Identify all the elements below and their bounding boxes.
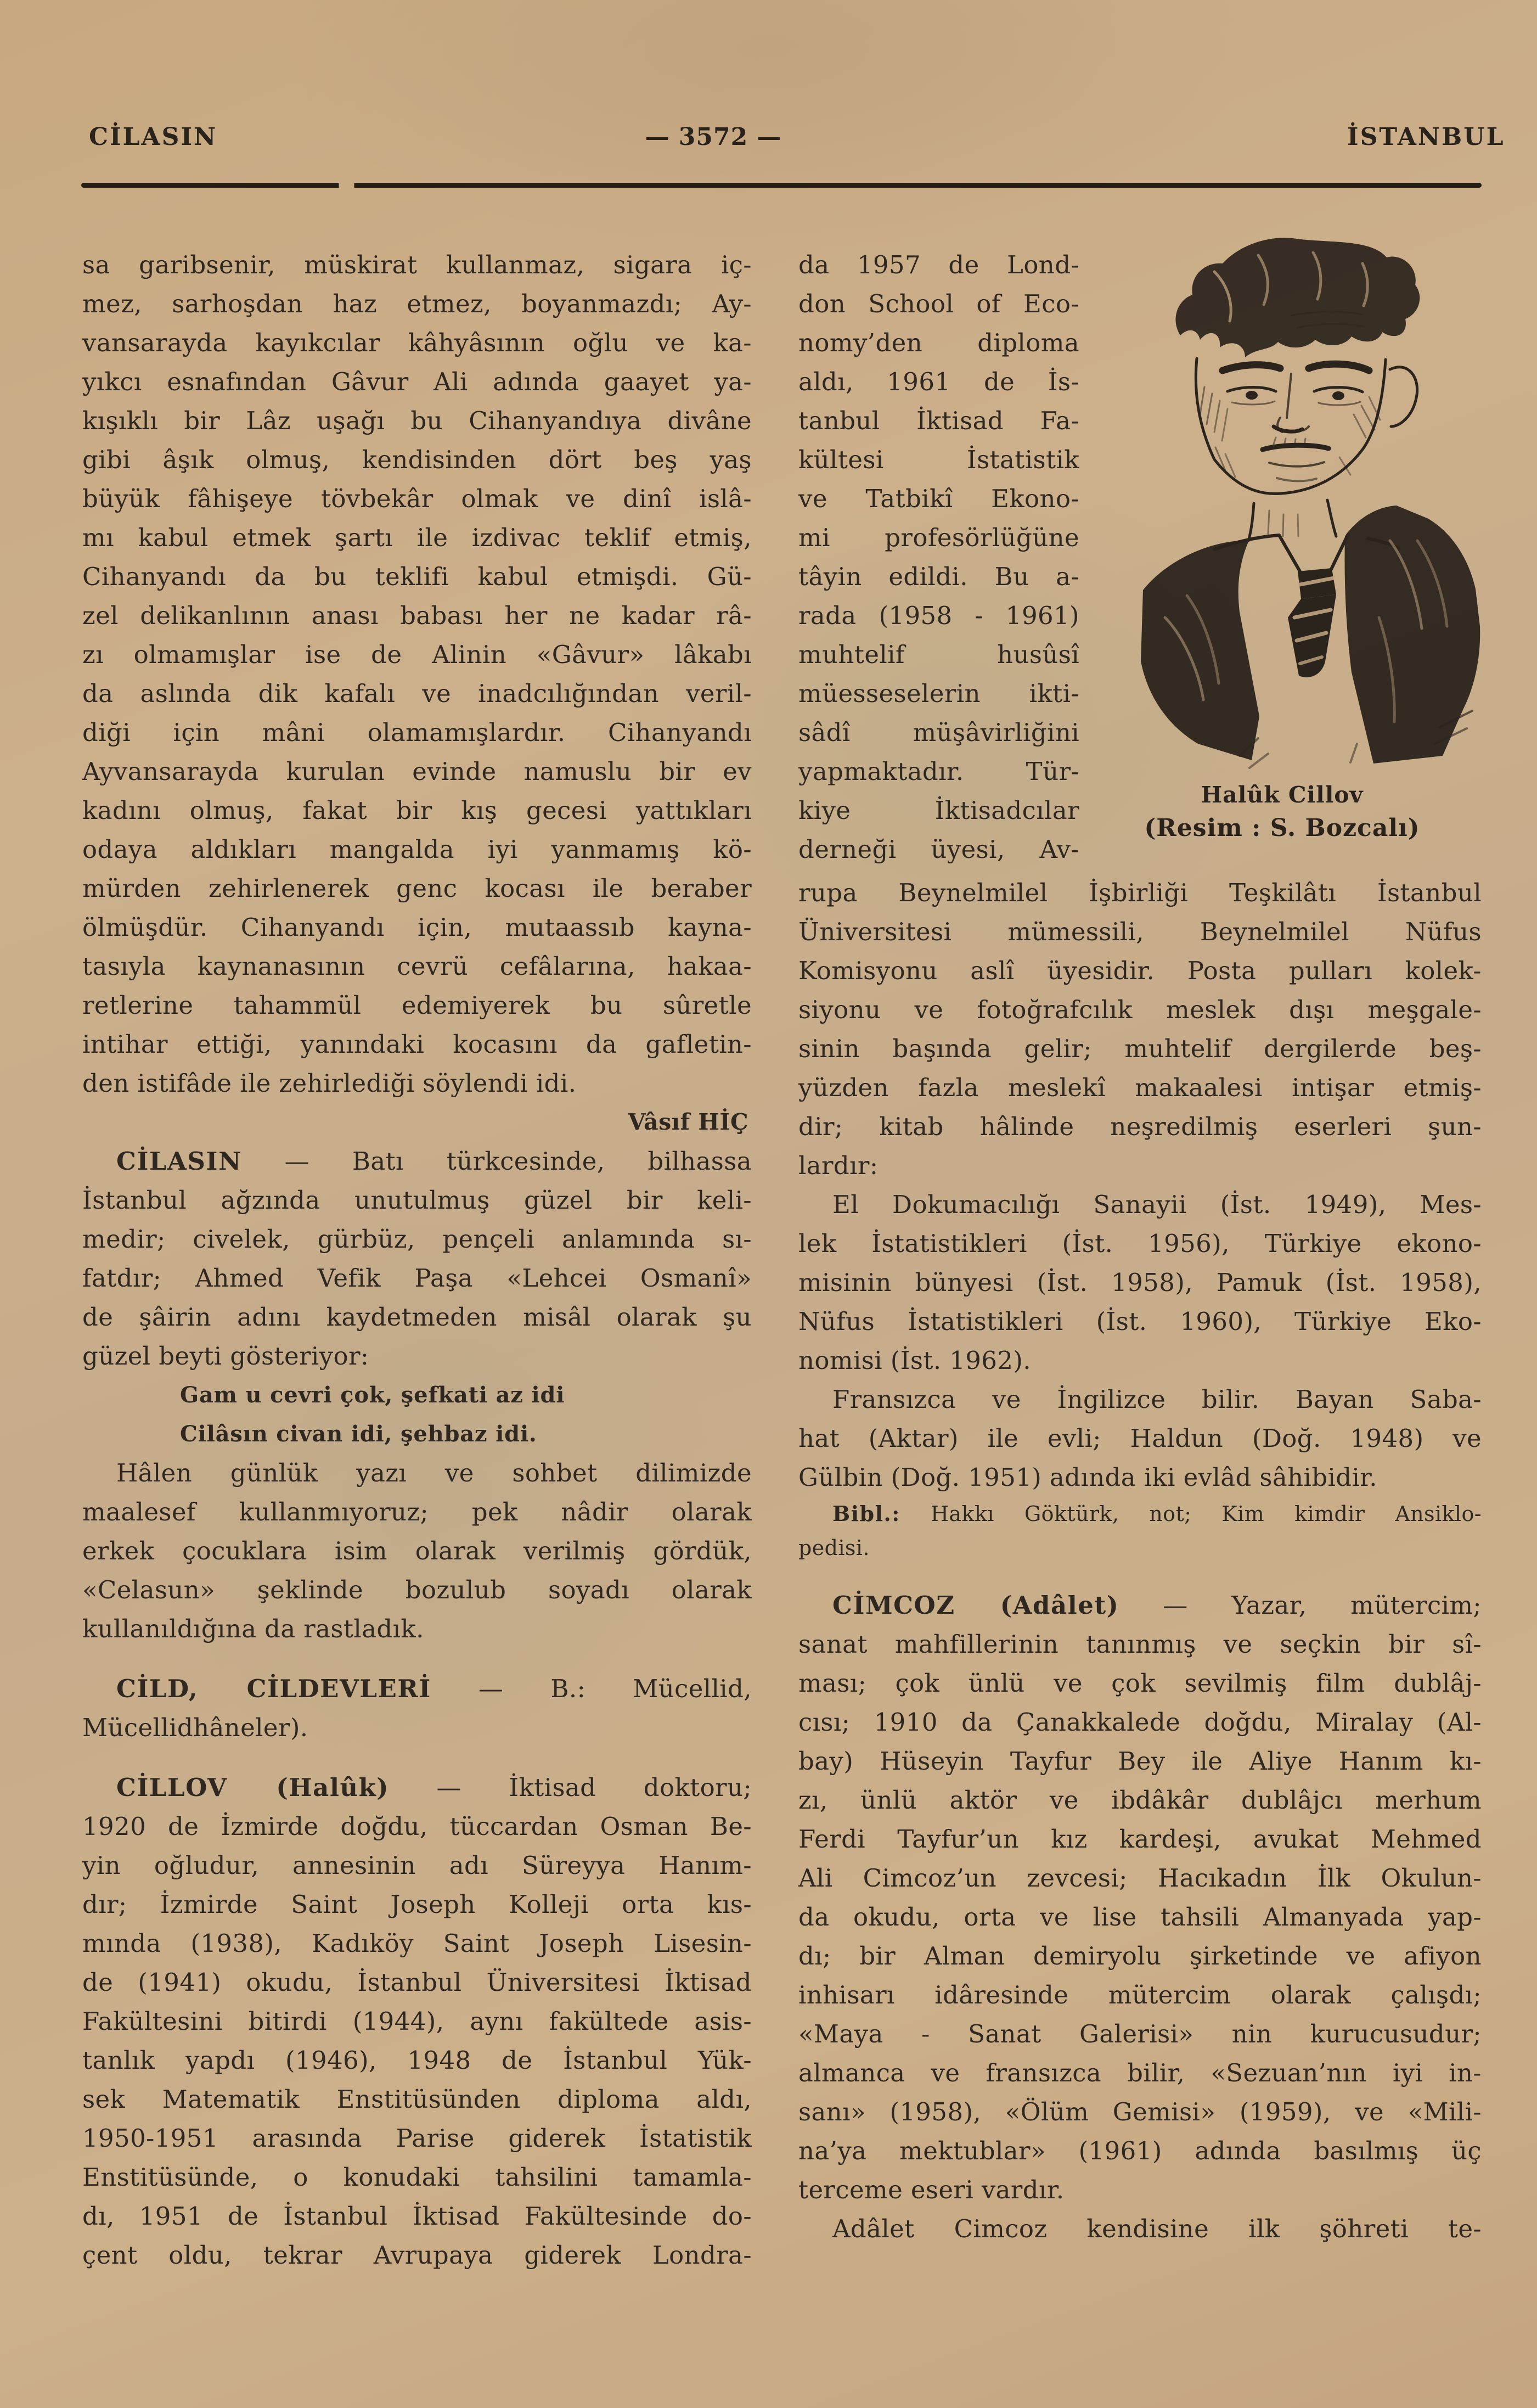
entry-body bbox=[82, 1181, 752, 1376]
portrait-caption bbox=[1081, 779, 1483, 846]
entry-first-line bbox=[82, 1142, 752, 1181]
portrait-caption-name: Halûk Cillov bbox=[1201, 782, 1364, 808]
text-line: sâdî müşâvirliğini bbox=[798, 718, 1079, 747]
text-line: de şâirin adını kaydetmeden misâl olarak şu bbox=[82, 1303, 752, 1332]
author-signature: Vâsıf HİÇ bbox=[628, 1109, 748, 1135]
text-line: derneği üyesi, Av- bbox=[798, 835, 1079, 864]
text-line: rupa Beynelmilel İşbirliği Teşkilâtı İstanbul bbox=[798, 878, 1482, 907]
verse-couplet bbox=[82, 1376, 752, 1453]
text-line: aldı, 1961 de İs- bbox=[798, 367, 1079, 396]
right-column bbox=[798, 245, 1482, 2248]
text-line: cısı; 1910 da Çanakkalede doğdu, Miralay (Al- bbox=[798, 1708, 1482, 1737]
text-line: Cihanyandı da bu teklifi kabul etmişdi. Gü- bbox=[82, 562, 752, 591]
entry-cilasin bbox=[82, 1142, 752, 1376]
text-line: intihar ettiği, yanındaki kocasını da gafletin- bbox=[82, 1030, 752, 1059]
text-line: almanca ve fransızca bilir, «Sezuan’nın iyi in- bbox=[798, 2058, 1482, 2087]
entry-body bbox=[82, 1708, 752, 1747]
text-line: Nüfus İstatistikleri (İst. 1960), Türkiye Eko- bbox=[798, 1307, 1482, 1336]
text-line: 1920 de İzmirde doğdu, tüccardan Osman Be- bbox=[82, 1812, 752, 1841]
running-head-left: CİLASIN bbox=[89, 123, 218, 151]
text-line: mi profesörlüğüne bbox=[798, 523, 1079, 552]
text-line: tâyin edildi. Bu a- bbox=[798, 562, 1079, 591]
entry-headword: CİLD, CİLDEVLERİ bbox=[116, 1674, 431, 1703]
text-line: Hâlen günlük yazı ve sohbet dilimizde bbox=[116, 1458, 752, 1488]
running-head-right: İSTANBUL bbox=[1347, 123, 1505, 151]
entry-cild bbox=[82, 1669, 752, 1747]
text-line: dir; kitab hâlinde neşredilmiş eserleri şun- bbox=[798, 1112, 1482, 1141]
text-line: diği için mâni olamamışlardır. Cihanyandı bbox=[82, 718, 752, 747]
text-line: na’ya mektublar» (1961) adında basılmış üç bbox=[798, 2136, 1482, 2165]
text-line: gibi âşık olmuş, kendisinden dört beş yaş bbox=[82, 445, 752, 474]
bibl-label: Bibl.: bbox=[832, 1501, 900, 1526]
text-line: zı, ünlü aktör ve ibdâkâr dublâjcı merhum bbox=[798, 1786, 1482, 1815]
text-line: 1950-1951 arasında Parise giderek İstatistik bbox=[82, 2124, 752, 2153]
paragraph-family bbox=[798, 1380, 1482, 1497]
text-line: ması; çok ünlü ve çok sevilmiş film dublâj- bbox=[798, 1669, 1482, 1698]
entry-cillov bbox=[82, 1768, 752, 2275]
entry-headword: CİLLOV (Halûk) bbox=[116, 1773, 390, 1802]
bibliography-note bbox=[798, 1497, 1482, 1565]
text-line: müesseselerin ikti- bbox=[798, 679, 1079, 708]
text-line: inhisarı idâresinde mütercim olarak çalışdı; bbox=[798, 1980, 1482, 2010]
text-line: fatdır; Ahmed Vefik Paşa «Lehcei Osmanî» bbox=[82, 1264, 752, 1293]
text-line: da okudu, orta ve lise tahsili Almanyada yap- bbox=[798, 1902, 1482, 1932]
text-line: bay) Hüseyin Tayfur Bey ile Aliye Hanım kı- bbox=[798, 1747, 1482, 1776]
text-line: Gülbin (Doğ. 1951) adında iki evlâd sâhibidir. bbox=[798, 1463, 1377, 1492]
text-line: Ali Cimcoz’un zevcesi; Hacıkadın İlk Okulun- bbox=[798, 1863, 1482, 1893]
text-line: mez, sarhoşdan haz etmez, boyanmazdı; Ay- bbox=[82, 289, 752, 318]
text-line: retlerine tahammül edemiyerek bu sûretle bbox=[82, 991, 752, 1020]
entry-body bbox=[798, 1625, 1482, 2209]
text-line: Komisyonu aslî üyesidir. Posta pulları kolek- bbox=[798, 956, 1482, 985]
text-line: odaya aldıkları mangalda iyi yanmamış kö- bbox=[82, 835, 752, 864]
text-line: sanı» (1958), «Ölüm Gemisi» (1959), ve «Mili- bbox=[798, 2097, 1482, 2126]
text-line: ve Tatbikî Ekono- bbox=[798, 484, 1079, 513]
text-line: sinin başında gelir; muhtelif dergilerde beş- bbox=[798, 1034, 1482, 1063]
text-line: Ferdi Tayfur’un kız kardeşi, avukat Mehmed bbox=[798, 1825, 1482, 1854]
text-line: da 1957 de Lond- bbox=[798, 250, 1079, 279]
entry-first-line bbox=[82, 1669, 752, 1708]
text-line: medir; civelek, gürbüz, pençeli anlamında sı- bbox=[82, 1225, 752, 1254]
text-line: pedisi. bbox=[798, 1536, 870, 1560]
text-line: sanat mahfillerinin tanınmış ve seçkin bir sî- bbox=[798, 1630, 1482, 1659]
paragraph-cillov-continuation bbox=[798, 873, 1482, 1185]
header-rule bbox=[81, 183, 1482, 188]
bibl-first-line-rest: Hakkı Göktürk, not; Kim kimdir Ansiklo- bbox=[900, 1502, 1482, 1526]
text-line: İstanbul ağzında unutulmuş güzel bir keli- bbox=[82, 1186, 752, 1215]
text-line: den istifâde ile zehirlediği söylendi idi. bbox=[82, 1069, 577, 1098]
entry-cimcoz bbox=[798, 1586, 1482, 2209]
text-line: yüzden fazla meslekî makaalesi intişar etmiş- bbox=[798, 1073, 1482, 1102]
bibl-body bbox=[798, 1531, 1482, 1565]
text-line: «Celasun» şeklinde bozulub soyadı olarak bbox=[82, 1575, 752, 1604]
text-line: kışıklı bir Lâz uşağı bu Cihanyandıya divâne bbox=[82, 406, 752, 435]
text-line: mı kabul etmek şartı ile izdivac teklif etmiş, bbox=[82, 523, 752, 552]
text-line: Cilâsın civan idi, şehbaz idi. bbox=[180, 1421, 537, 1447]
text-line: tasıyla kaynanasının cevrü cefâlarına, hakaa- bbox=[82, 952, 752, 981]
paragraph-continuation bbox=[82, 245, 752, 1103]
text-line: El Dokumacılığı Sanayii (İst. 1949), Mes- bbox=[832, 1190, 1482, 1219]
text-line: hat (Aktar) ile evli; Haldun (Doğ. 1948) ve bbox=[798, 1424, 1482, 1453]
text-line: nomisi (İst. 1962). bbox=[798, 1346, 1032, 1375]
text-line: büyük fâhişeye tövbekâr olmak ve dinî islâ- bbox=[82, 484, 752, 513]
entry-body bbox=[82, 1807, 752, 2275]
text-line: rada (1958 - 1961) bbox=[798, 601, 1079, 630]
portrait-illustration bbox=[1132, 233, 1483, 777]
text-line: güzel beyti gösteriyor: bbox=[82, 1341, 369, 1371]
text-line: sek Matematik Enstitüsünden diploma aldı, bbox=[82, 2085, 752, 2114]
text-line: dı, 1951 de İstanbul İktisad Fakültesinde do- bbox=[82, 2202, 752, 2231]
text-line: yapmaktadır. Tür- bbox=[798, 757, 1079, 786]
text-line: da aslında dik kafalı ve inadcılığından veril- bbox=[82, 679, 752, 708]
bibl-first-line bbox=[798, 1497, 1482, 1531]
text-line: tanlık yapdı (1946), 1948 de İstanbul Yük- bbox=[82, 2046, 752, 2075]
text-line: terceme eseri vardır. bbox=[798, 2175, 1065, 2204]
text-line: dır; İzmirde Saint Joseph Kolleji orta kıs- bbox=[82, 1890, 752, 1919]
entry-first-line-rest: — Yazar, mütercim; bbox=[1119, 1591, 1482, 1620]
text-line: çent oldu, tekrar Avrupaya giderek Londra- bbox=[82, 2241, 752, 2270]
text-line: «Maya - Sanat Galerisi» nin kurucusudur; bbox=[798, 2019, 1482, 2048]
text-line: kültesi İstatistik bbox=[798, 445, 1079, 474]
text-line: misinin bünyesi (İst. 1958), Pamuk (İst. 1958), bbox=[798, 1268, 1482, 1297]
narrow-text-beside-portrait bbox=[798, 245, 1079, 869]
text-line: tanbul İktisad Fa- bbox=[798, 406, 1079, 435]
portrait-sketch-svg bbox=[1132, 233, 1483, 777]
text-line: lardır: bbox=[798, 1151, 879, 1180]
entry-headword: CİMCOZ (Adâlet) bbox=[832, 1591, 1119, 1620]
text-line: vansarayda kayıkcılar kâhyâsının oğlu ve ka- bbox=[82, 328, 752, 357]
entry-first-line bbox=[82, 1768, 752, 1807]
text-line: Adâlet Cimcoz kendisine ilk şöhreti te- bbox=[832, 2214, 1482, 2243]
text-line: kiye İktisadcılar bbox=[798, 796, 1079, 825]
portrait-wrap-region bbox=[798, 245, 1482, 873]
text-line: Enstitüsünde, o konudaki tahsilini tamamla- bbox=[82, 2163, 752, 2192]
text-line: yıkcı esnafından Gâvur Ali adında gaayet ya- bbox=[82, 367, 752, 396]
text-line: lek İstatistikleri (İst. 1956), Türkiye ekono- bbox=[798, 1229, 1482, 1258]
text-line: Ayvansarayda kurulan evinde namuslu bir ev bbox=[82, 757, 752, 786]
entry-first-line bbox=[798, 1586, 1482, 1625]
text-line: Mücellidhâneler). bbox=[82, 1713, 308, 1742]
text-line: dı; bir Alman demiryolu şirketinde ve afiyon bbox=[798, 1941, 1482, 1971]
text-line: mında (1938), Kadıköy Saint Joseph Lisesin- bbox=[82, 1929, 752, 1958]
paragraph-closing bbox=[798, 2209, 1482, 2248]
paragraph-halen bbox=[82, 1453, 752, 1648]
entry-first-line-rest: — İktisad doktoru; bbox=[389, 1773, 752, 1802]
text-line: don School of Eco- bbox=[798, 289, 1079, 318]
text-line: maalesef kullanmıyoruz; pek nâdir olarak bbox=[82, 1497, 752, 1526]
text-line: mürden zehirlenerek genc kocası ile beraber bbox=[82, 874, 752, 903]
portrait-caption-credit: (Resim : S. Bozcalı) bbox=[1144, 814, 1420, 842]
text-line: Gam u cevri çok, şefkati az idi bbox=[180, 1382, 565, 1408]
entry-headword: CİLASIN bbox=[116, 1147, 242, 1176]
text-line: yin oğludur, annesinin adı Süreyya Hanım- bbox=[82, 1851, 752, 1880]
text-line: sa garibsenir, müskirat kullanmaz, sigara iç- bbox=[82, 250, 752, 279]
text-line: zel delikanlının anası babası her ne kadar râ- bbox=[82, 601, 752, 630]
entry-first-line-rest: — Batı türkcesinde, bilhassa bbox=[241, 1147, 752, 1176]
text-line: ölmüşdür. Cihanyandı için, mutaassıb kayna- bbox=[82, 913, 752, 942]
entry-first-line-rest: — B.: Mücellid, bbox=[431, 1674, 752, 1703]
text-line: siyonu ve fotoğrafcılık meslek dışı meşgale- bbox=[798, 995, 1482, 1024]
text-line: Üniversitesi mümessili, Beynelmilel Nüfus bbox=[798, 917, 1482, 946]
page-number: — 3572 — bbox=[645, 123, 782, 151]
text-line: erkek çocuklara isim olarak verilmiş gördük, bbox=[82, 1536, 752, 1565]
text-line: Fransızca ve İngilizce bilir. Bayan Saba- bbox=[832, 1385, 1482, 1414]
text-line: zı olmamışlar ise de Alinin «Gâvur» lâkabı bbox=[82, 640, 752, 669]
text-line: Fakültesini bitirdi (1944), aynı fakültede asis- bbox=[82, 2007, 752, 2036]
text-line: kullanıldığına da rastladık. bbox=[82, 1614, 424, 1643]
text-line: nomy’den diploma bbox=[798, 328, 1079, 357]
left-column bbox=[82, 245, 752, 2275]
paragraph-works bbox=[798, 1185, 1482, 1380]
text-line: de (1941) okudu, İstanbul Üniversitesi İktisad bbox=[82, 1968, 752, 1997]
text-line: kadını olmuş, fakat bir kış gecesi yattıkları bbox=[82, 796, 752, 825]
text-line: muhtelif husûsî bbox=[798, 640, 1079, 669]
